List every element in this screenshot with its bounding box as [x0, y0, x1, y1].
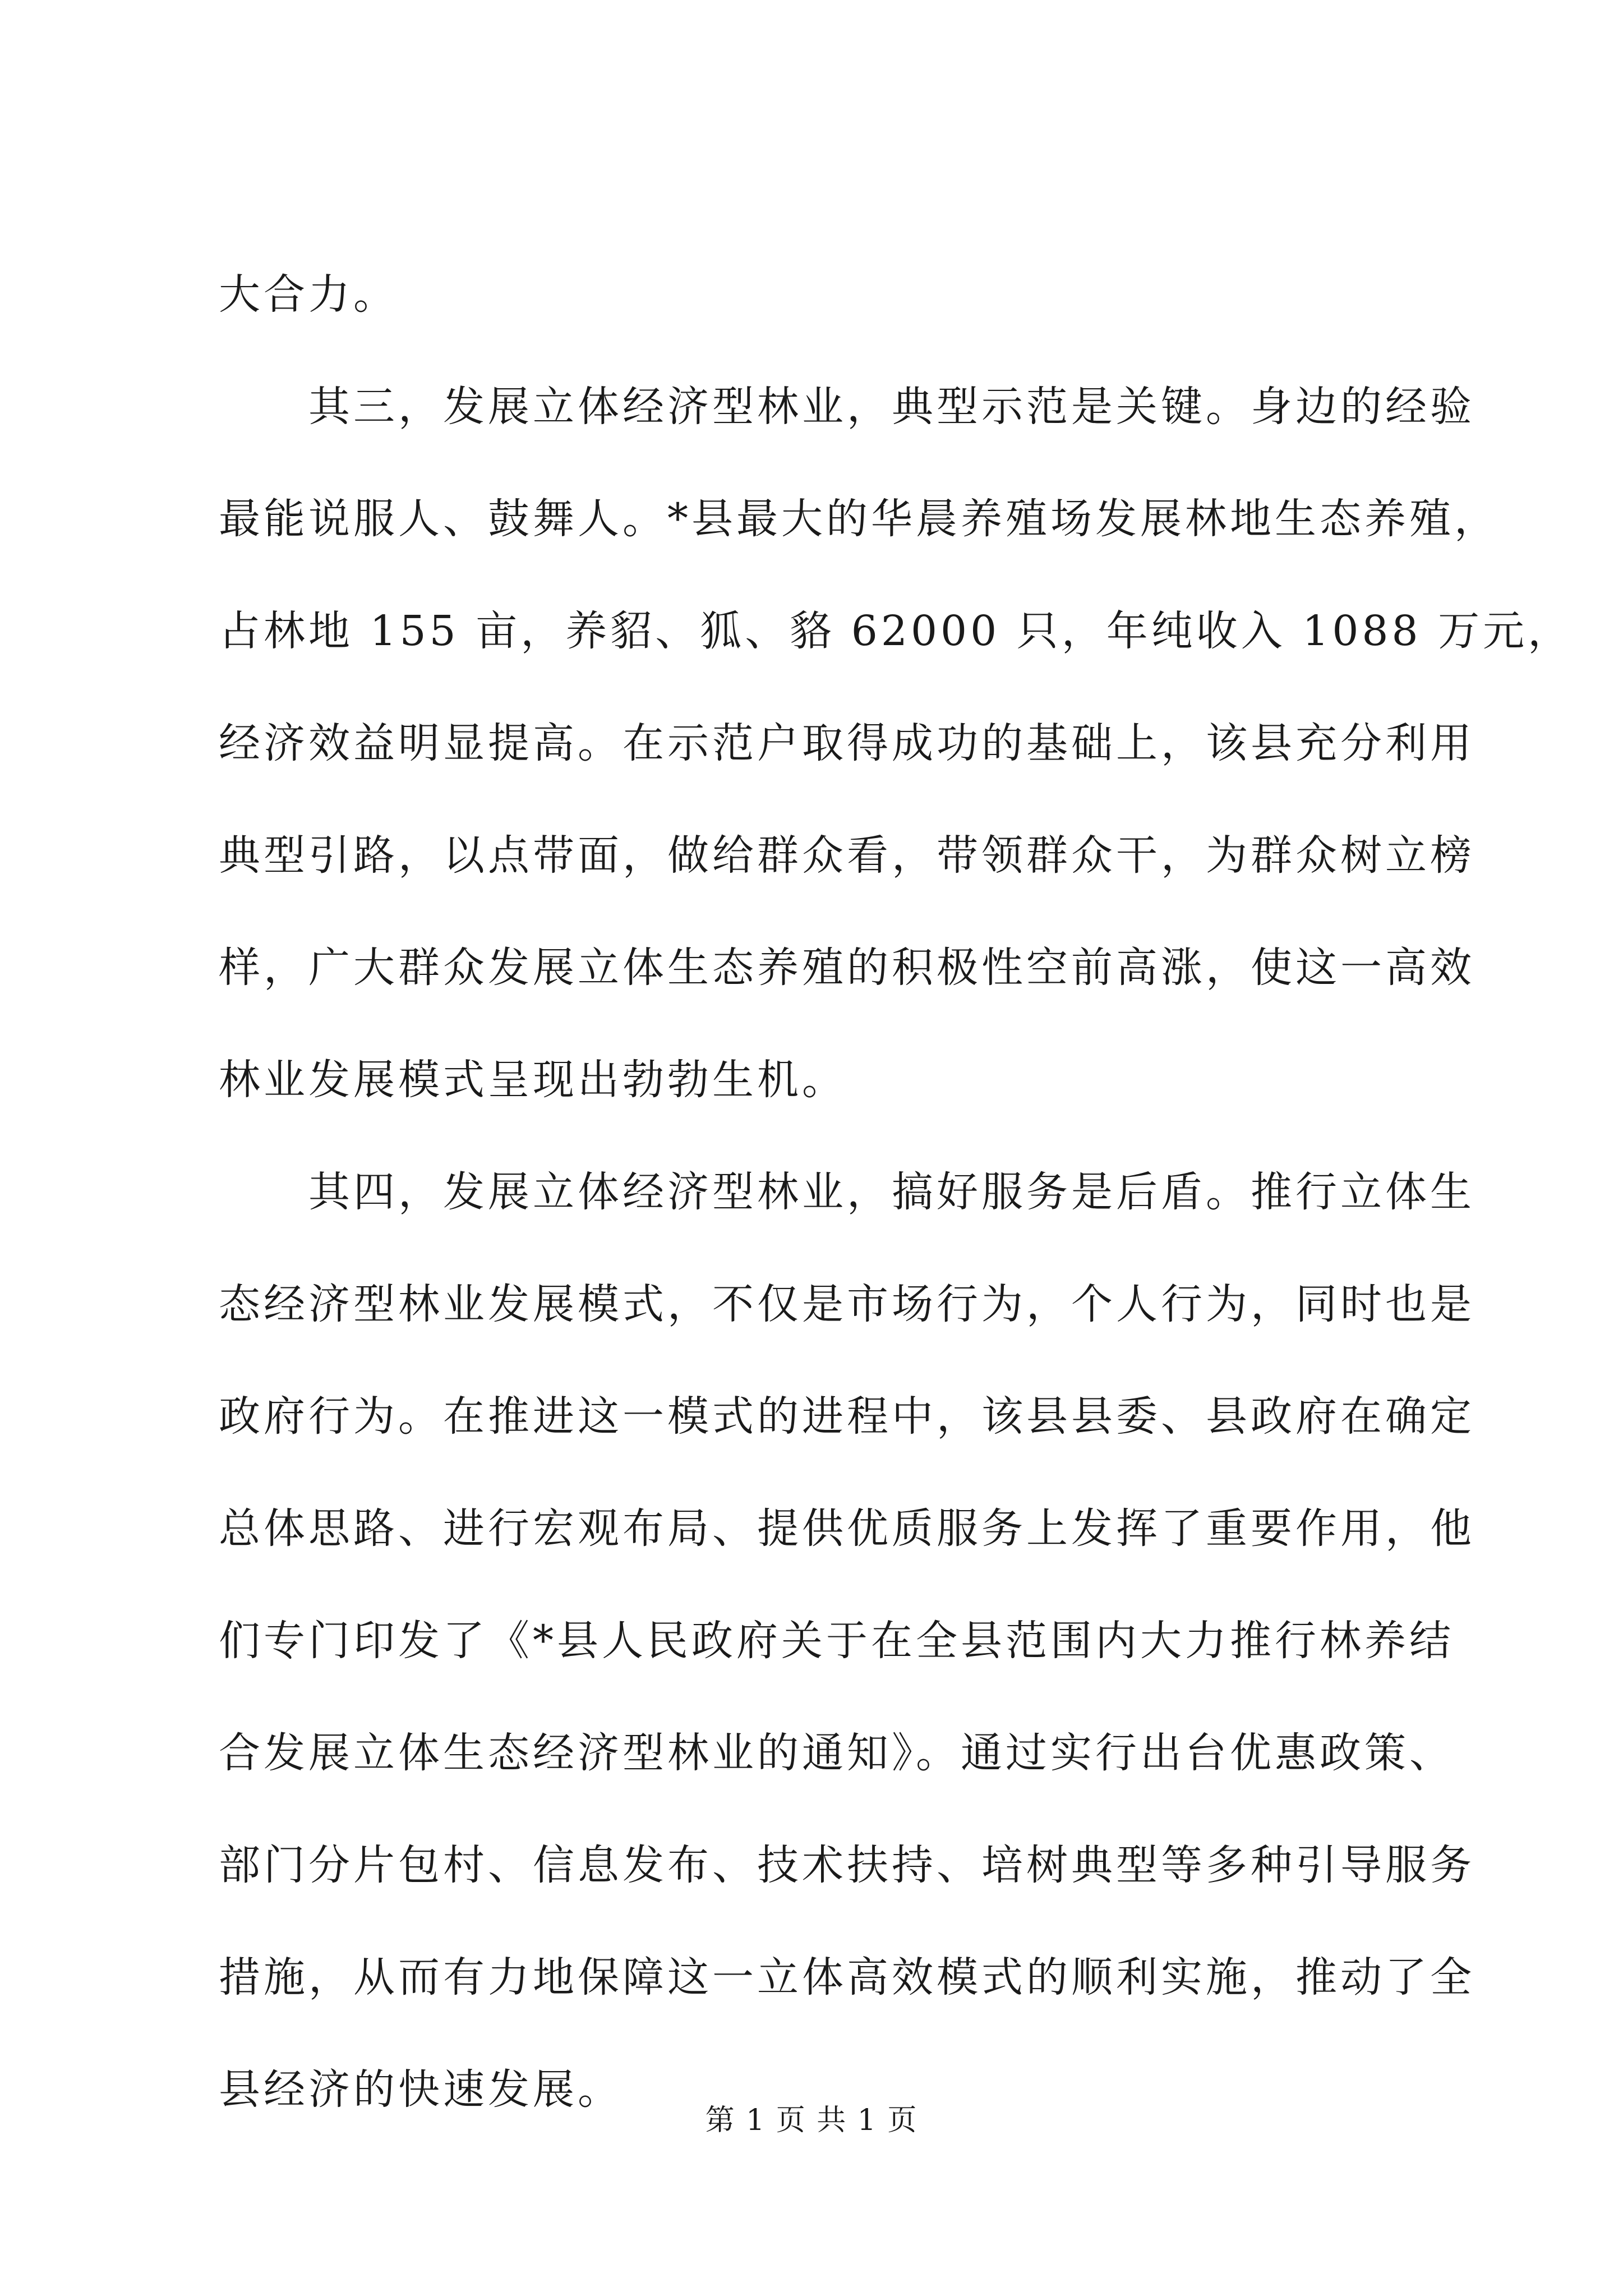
page-footer: 第 1 页 共 1 页 — [705, 2104, 918, 2137]
text-line: 最能说服人、鼓舞人。*县最大的华晨养殖场发展林地生态养殖， — [219, 495, 1499, 543]
text-line: 样，广大群众发展立体生态养殖的积极性空前高涨，使这一高效 — [219, 944, 1475, 992]
text-line: 经济效益明显提高。在示范户取得成功的基础上，该县充分利用 — [219, 719, 1475, 767]
text-line: 占林地 155 亩，养貂、狐、貉 62000 只，年纯收入 1088 万元， — [219, 607, 1573, 655]
text-line: 们专门印发了《*县人民政府关于在全县范围内大力推行林养结 — [219, 1617, 1454, 1665]
text-line: 态经济型林业发展模式，不仅是市场行为，个人行为，同时也是 — [219, 1280, 1475, 1328]
text-line: 政府行为。在推进这一模式的进程中，该县县委、县政府在确定 — [219, 1392, 1475, 1441]
text-line: 县经济的快速发展。 — [219, 2065, 623, 2114]
text-line: 部门分片包村、信息发布、技术扶持、培树典型等多种引导服务 — [219, 1841, 1475, 1889]
text-line: 其三，发展立体经济型林业，典型示范是关键。身边的经验 — [219, 383, 1475, 431]
text-line: 措施，从而有力地保障这一立体高效模式的顺利实施，推动了全 — [219, 1953, 1475, 2001]
text-line: 典型引路，以点带面，做给群众看，带领群众干，为群众树立榜 — [219, 831, 1475, 880]
text-line: 林业发展模式呈现出勃勃生机。 — [219, 1056, 847, 1104]
text-line: 合发展立体生态经济型林业的通知》。通过实行出台优惠政策、 — [219, 1729, 1454, 1777]
text-line: 总体思路、进行宏观布局、提供优质服务上发挥了重要作用，他 — [219, 1504, 1475, 1553]
text-line: 其四，发展立体经济型林业，搞好服务是后盾。推行立体生 — [219, 1168, 1475, 1216]
text-line: 大合力。 — [219, 270, 398, 319]
